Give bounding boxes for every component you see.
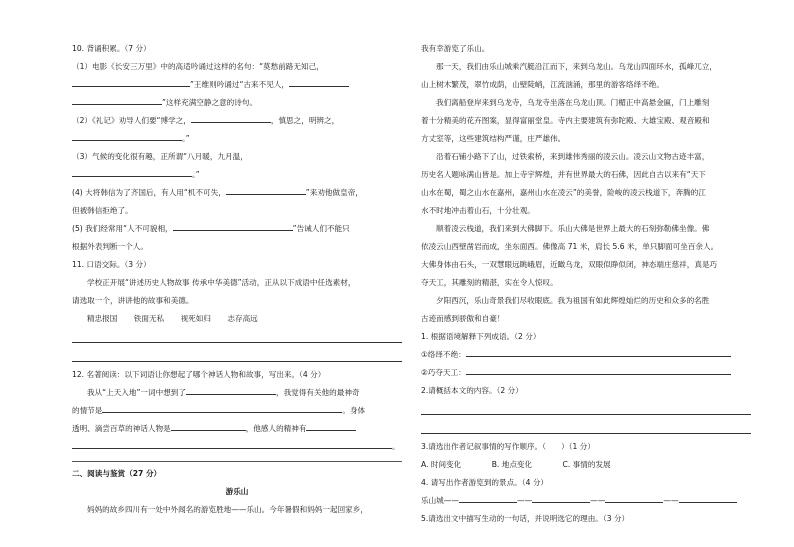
q10-5-line2: 根据外表判断一个人。 xyxy=(72,242,148,251)
answer-blank[interactable] xyxy=(605,493,663,503)
answer-blank[interactable] xyxy=(173,221,293,231)
idiom: 精忠报国 xyxy=(87,314,118,323)
answer-blank[interactable] xyxy=(72,95,162,105)
q11-prompt-2: 请选取一个，讲讲他的故事和美德。 xyxy=(72,296,194,305)
idiom: 视死如归 xyxy=(180,314,211,323)
passage-line: 水不时地冲击着山石，十分壮观。 xyxy=(421,206,535,215)
q12-title: 12. 名著阅读：以下词语让你想起了哪个神话人物和故事，写出来。（4 分） xyxy=(72,370,326,379)
idiom: 铁面无私 xyxy=(133,314,165,323)
q12-line2: 的情节是 。身体 xyxy=(72,402,402,420)
q10-3-line1: （3）气候的变化很有趣，正所谓“八月暖，九月温， xyxy=(72,152,248,161)
q10-2-line2: 。” xyxy=(72,130,402,148)
section-divider xyxy=(72,461,402,462)
answer-blank[interactable] xyxy=(306,421,356,431)
answer-blank[interactable] xyxy=(186,385,276,395)
idiom-list xyxy=(72,310,402,328)
q1-b: ②巧夺天工： xyxy=(421,364,751,382)
passage-line: 依凌云山西壁凿岩而成，坐东面西。佛像高 71 米，肩长 5.6 米，单只脚面可坐百余人。 xyxy=(421,242,719,251)
q10-2-line1: （2）《礼记》劝导人们要“博学之， ，慎思之，明辨之， xyxy=(72,112,402,130)
q10-1-line2: ”王维则吟诵过“古来不见人， xyxy=(72,76,402,94)
answer-line[interactable] xyxy=(421,419,751,434)
passage-line: 夺天工，其雕刻的精湛，实在令人惊叹。 xyxy=(421,278,558,287)
answer-blank[interactable] xyxy=(466,347,731,357)
q1-a: ①络绎不绝： xyxy=(421,346,751,364)
q10-4-line2: 但被韩信拒绝了。 xyxy=(72,206,133,215)
q10-4-line1: (4) 大将韩信为了齐国后，有人用“机不可失， ”来劝他做皇帝， xyxy=(72,184,402,202)
passage-line: 方丈室等，这些建筑结构严谨，庄严雄伟。 xyxy=(421,134,566,143)
q10-1-line3: ”这样充满空静之意的诗句。 xyxy=(72,94,402,112)
passage-line: 大佛身体由石头，一双慧眼远眺峨眉，近瞰乌龙，双眼似睁似闭，神态端庄慈祥，真是巧 xyxy=(421,260,718,269)
q11-title: 11. 口语交际。（3 分） xyxy=(72,260,151,269)
option-b[interactable]: B. 地点变化 xyxy=(491,460,533,469)
left-column xyxy=(72,40,402,519)
q3-title: 3.请选出作者记叙事情的写作顺序。（ ）（1 分） xyxy=(421,442,595,451)
answer-line[interactable] xyxy=(72,347,402,362)
passage-line: 历史名人题咏满山皆是。加上寺宇辉煌，并有世界最大的石佛，因此自古以来有“天下 xyxy=(421,170,706,179)
answer-blank[interactable] xyxy=(102,403,342,413)
q3-options xyxy=(421,456,751,474)
option-c[interactable]: C. 事情的发展 xyxy=(562,460,611,469)
right-column xyxy=(421,40,751,528)
passage-line: 我们离船登岸来到乌龙寺，乌龙寺坐落在乌龙山顶。门楣正中高悬金匾，门上雕刻 xyxy=(436,98,710,107)
passage-line: 夕阳西沉，乐山奇景我们尽收眼底。我为祖国有如此辉煌灿烂的历史和众多的名胜 xyxy=(436,296,710,305)
answer-line[interactable] xyxy=(72,328,402,343)
q4-answer-line: 乐山城—— —— —— —— xyxy=(421,492,751,510)
q5-title: 5.请选出文中描写生动的一句话，并说明选它的理由。（3 分） xyxy=(421,514,630,523)
answer-blank[interactable] xyxy=(72,167,192,177)
answer-blank[interactable] xyxy=(226,185,306,195)
q1-title: 1. 根据语境解释下列成语。（2 分） xyxy=(421,332,541,341)
q10-1-line1: （1）电影《长安三万里》中的高适吟诵过这样的名句：“莫愁前路无知己， xyxy=(72,62,324,71)
answer-blank[interactable] xyxy=(191,113,271,123)
passage-line: 我有幸游览了乐山。 xyxy=(421,44,490,53)
q11-prompt-1: 学校正开展“讲述历史人物故事 传承中华美德”活动，正从以下成语中任选素材， xyxy=(87,278,356,287)
passage-line: 山水在蜀，蜀之山水在嘉州，嘉州山水在凌云”的美誉，险峻的凌云栈道下，奔腾的江 xyxy=(421,188,706,197)
passage-line: 古迹而感到骄傲和自豪！ xyxy=(421,314,505,323)
answer-blank[interactable] xyxy=(466,365,731,375)
q12-line3: 透明、滴尝百草的神话人物是 ，他感人的精神有 xyxy=(72,420,402,438)
passage-line: 着十分精美的花卉图案，显得富丽堂皇。寺内主要建筑有弥陀殿、大雄宝殿、观音殿和 xyxy=(421,116,710,125)
q10-5-line1: (5) 我们经常用“人不可貌相， ”告诫人们不能只 xyxy=(72,220,402,238)
passage-line: 那一天，我们由乐山城乘汽艇沿江而下，来到乌龙山。乌龙山四面环水，孤峰兀立， xyxy=(436,62,717,71)
q12-line4: 。 xyxy=(72,438,402,456)
q12-line1: 我从“上天入地”一词中想到了 ，我觉得有关他的最神奇 xyxy=(72,384,402,402)
q10-3-line2: 。” xyxy=(72,166,402,184)
answer-blank[interactable] xyxy=(72,439,392,449)
answer-blank[interactable] xyxy=(459,493,517,503)
passage-line: 山上树木繁茂，翠竹成荫，山壁陡峭，江流汹涌，那里的游客络绎不绝。 xyxy=(421,80,664,89)
answer-blank[interactable] xyxy=(532,493,590,503)
section-2-heading: 二、阅读与鉴赏（27 分） xyxy=(72,469,162,478)
passage-line: 沿着石铺小路下了山，过铁索桥，来到雄伟秀丽的凌云山。凌云山文物古迹丰富， xyxy=(436,152,710,161)
answer-blank[interactable] xyxy=(289,77,349,87)
answer-blank[interactable] xyxy=(679,493,737,503)
answer-line[interactable] xyxy=(421,400,751,415)
q10-title: 10. 背诵积累。（7 分） xyxy=(72,44,151,53)
q2-title: 2.请概括本文的内容。（2 分） xyxy=(421,386,523,395)
passage-line: 顺着凌云栈道，我们来到大佛脚下。乐山大佛是世界上最大的石刻弥勒佛坐像。佛 xyxy=(436,224,710,233)
q4-title: 4. 请写出作者游览到的景点。（4 分） xyxy=(421,478,549,487)
passage-title: 游乐山 xyxy=(225,487,249,496)
passage-paragraph: 妈妈的故乡四川有一处中外闻名的游览胜地——乐山。今年暑假和妈妈一起回家乡， xyxy=(87,505,368,514)
answer-blank[interactable] xyxy=(171,421,246,431)
idiom: 志存高远 xyxy=(227,314,258,323)
answer-blank[interactable] xyxy=(72,131,182,141)
option-a[interactable]: A. 时间变化 xyxy=(421,460,462,469)
answer-blank[interactable] xyxy=(72,77,190,87)
